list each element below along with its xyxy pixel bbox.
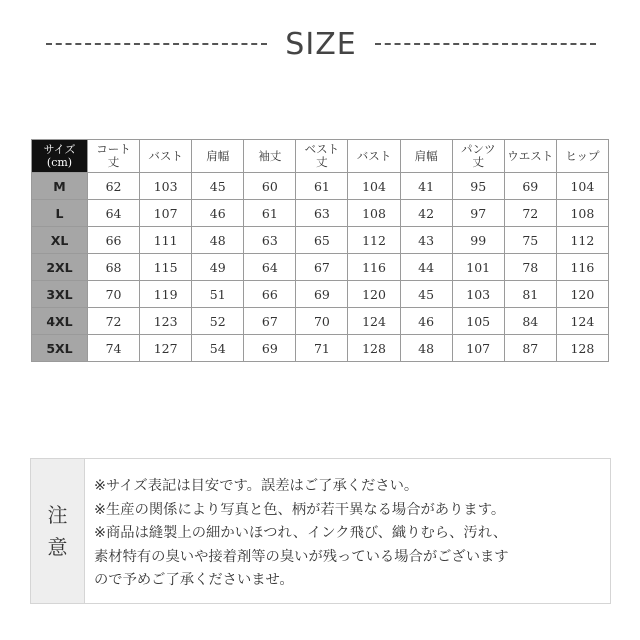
row-size-label: 3XL xyxy=(32,281,88,308)
col-header xyxy=(452,140,504,173)
table-cell: 69 xyxy=(296,281,348,308)
table-row xyxy=(32,254,609,281)
col-header-line1: バスト xyxy=(356,148,392,163)
notes-label-char-2: 意 xyxy=(47,535,68,559)
corner-header-line2: (cm) xyxy=(46,156,73,169)
row-size-label: L xyxy=(32,200,88,227)
table-cell: 124 xyxy=(556,308,608,335)
table-cell: 41 xyxy=(400,173,452,200)
col-header-line1: ベスト xyxy=(304,142,340,156)
col-header xyxy=(244,140,296,173)
table-cell: 87 xyxy=(504,335,556,362)
row-size-label: XL xyxy=(32,227,88,254)
table-cell: 99 xyxy=(452,227,504,254)
table-cell: 116 xyxy=(556,254,608,281)
title-dash-right xyxy=(375,43,596,45)
table-cell: 46 xyxy=(192,200,244,227)
table-cell: 72 xyxy=(88,308,140,335)
table-cell: 63 xyxy=(296,200,348,227)
table-cell: 128 xyxy=(556,335,608,362)
table-cell: 124 xyxy=(348,308,400,335)
col-header xyxy=(140,140,192,173)
col-header-line1: 肩幅 xyxy=(206,148,230,163)
col-header xyxy=(504,140,556,173)
table-cell: 101 xyxy=(452,254,504,281)
table-cell: 128 xyxy=(348,335,400,362)
table-cell: 48 xyxy=(192,227,244,254)
table-cell: 108 xyxy=(348,200,400,227)
title-row xyxy=(46,24,596,64)
title-dash-left xyxy=(46,43,267,45)
table-row xyxy=(32,200,609,227)
table-cell: 72 xyxy=(504,200,556,227)
note-line: ※サイズ表記は目安です。誤差はご了承ください。 xyxy=(94,478,419,494)
table-cell: 45 xyxy=(400,281,452,308)
table-cell: 84 xyxy=(504,308,556,335)
table-cell: 48 xyxy=(400,335,452,362)
table-cell: 51 xyxy=(192,281,244,308)
col-header-line2: 丈 xyxy=(316,155,328,169)
table-cell: 63 xyxy=(244,227,296,254)
table-cell: 66 xyxy=(88,227,140,254)
col-header xyxy=(556,140,608,173)
table-cell: 61 xyxy=(244,200,296,227)
col-header-line1: バスト xyxy=(148,148,183,163)
table-cell: 49 xyxy=(192,254,244,281)
table-cell: 62 xyxy=(88,173,140,200)
col-header xyxy=(192,140,244,173)
table-cell: 81 xyxy=(504,281,556,308)
size-table xyxy=(31,139,609,362)
corner-header-line1: サイズ xyxy=(43,143,76,156)
note-line: ※商品は縫製上の細かいほつれ、インク飛び、織りむら、汚れ、 xyxy=(94,525,508,541)
table-cell: 75 xyxy=(504,227,556,254)
row-size-label: 4XL xyxy=(32,308,88,335)
table-cell: 71 xyxy=(296,335,348,362)
table-cell: 67 xyxy=(244,308,296,335)
table-cell: 116 xyxy=(348,254,400,281)
table-cell: 104 xyxy=(556,173,608,200)
table-cell: 108 xyxy=(556,200,608,227)
table-cell: 123 xyxy=(140,308,192,335)
table-row xyxy=(32,281,609,308)
note-line: 素材特有の臭いや接着剤等の臭いが残っている場合がございます xyxy=(94,548,509,565)
table-cell: 64 xyxy=(88,200,140,227)
table-row xyxy=(32,173,609,200)
col-header xyxy=(400,140,452,173)
notes-body xyxy=(85,459,610,603)
col-header-line2: 丈 xyxy=(107,155,120,169)
col-header-line1: ヒップ xyxy=(565,148,600,163)
table-cell: 69 xyxy=(244,335,296,362)
table-cell: 97 xyxy=(452,200,504,227)
col-header xyxy=(88,140,140,173)
size-table-header-row xyxy=(32,140,609,173)
table-row xyxy=(32,335,609,362)
notes-label-char-1: 注 xyxy=(47,503,68,527)
table-cell: 60 xyxy=(244,173,296,200)
table-cell: 120 xyxy=(348,281,400,308)
table-cell: 42 xyxy=(400,200,452,227)
col-header-line1: 袖丈 xyxy=(258,148,282,163)
row-size-label: M xyxy=(32,173,88,200)
table-cell: 66 xyxy=(244,281,296,308)
table-cell: 119 xyxy=(140,281,192,308)
table-cell: 54 xyxy=(192,335,244,362)
table-cell: 44 xyxy=(400,254,452,281)
col-header-line1: コート xyxy=(96,142,131,156)
notes-label xyxy=(31,459,85,603)
table-cell: 104 xyxy=(348,173,400,200)
table-cell: 95 xyxy=(452,173,504,200)
table-cell: 74 xyxy=(88,335,140,362)
table-row xyxy=(32,308,609,335)
table-cell: 111 xyxy=(140,227,192,254)
note-line: ※生産の関係により写真と色、柄が若干異なる場合があります。 xyxy=(94,501,506,518)
table-cell: 78 xyxy=(504,254,556,281)
row-size-label: 5XL xyxy=(32,335,88,362)
col-header-line2: 丈 xyxy=(472,155,484,169)
table-cell: 112 xyxy=(556,227,608,254)
table-cell: 70 xyxy=(296,308,348,335)
table-cell: 103 xyxy=(452,281,504,308)
row-size-label: 2XL xyxy=(32,254,88,281)
table-cell: 120 xyxy=(556,281,608,308)
col-header-line1: パンツ xyxy=(460,142,496,156)
table-cell: 64 xyxy=(244,254,296,281)
corner-header xyxy=(32,140,88,173)
table-cell: 69 xyxy=(504,173,556,200)
table-cell: 112 xyxy=(348,227,400,254)
table-cell: 68 xyxy=(88,254,140,281)
table-cell: 52 xyxy=(192,308,244,335)
table-cell: 45 xyxy=(192,173,244,200)
table-cell: 65 xyxy=(296,227,348,254)
table-cell: 107 xyxy=(140,200,192,227)
table-cell: 43 xyxy=(400,227,452,254)
page-title: SIZE xyxy=(285,26,357,62)
col-header-line1: ウエスト xyxy=(507,148,554,163)
col-header xyxy=(348,140,400,173)
table-cell: 115 xyxy=(140,254,192,281)
table-cell: 105 xyxy=(452,308,504,335)
col-header-line1: 肩幅 xyxy=(414,148,438,163)
table-cell: 103 xyxy=(140,173,192,200)
table-row xyxy=(32,227,609,254)
col-header xyxy=(296,140,348,173)
note-line: ので予めご了承くださいませ。 xyxy=(94,572,294,588)
table-cell: 107 xyxy=(452,335,504,362)
table-cell: 46 xyxy=(400,308,452,335)
table-cell: 61 xyxy=(296,173,348,200)
table-cell: 67 xyxy=(296,254,348,281)
table-cell: 70 xyxy=(88,281,140,308)
notes-box xyxy=(30,458,611,604)
table-cell: 127 xyxy=(140,335,192,362)
